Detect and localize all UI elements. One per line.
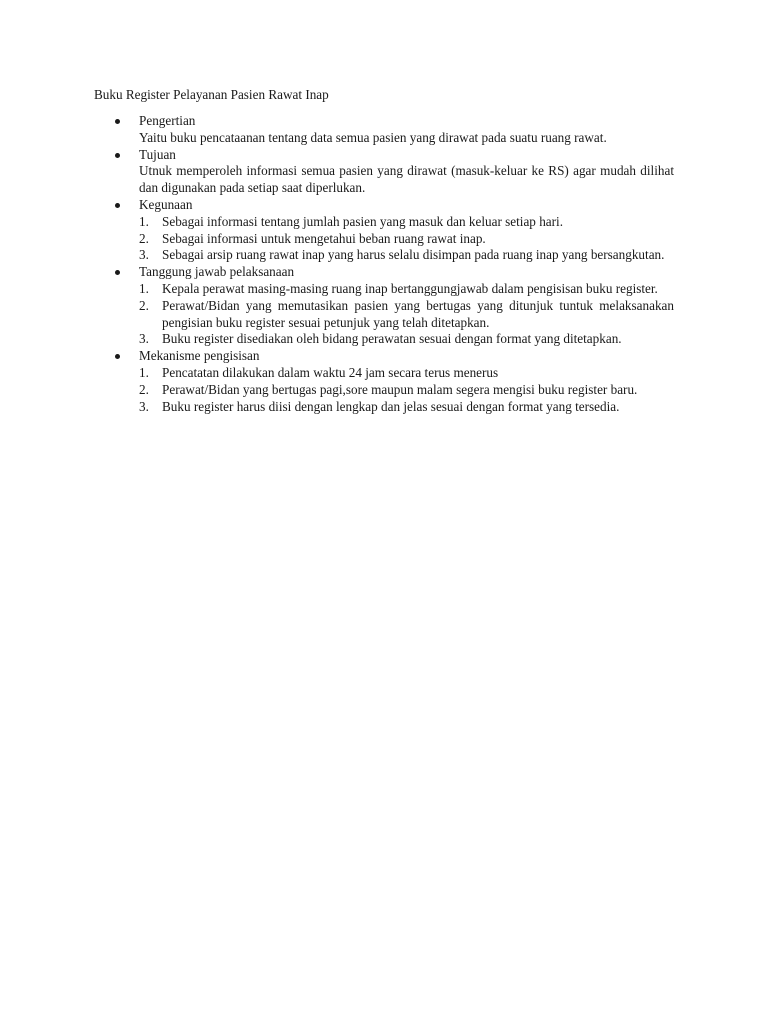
numbered-list bbox=[139, 281, 674, 348]
bullet-icon bbox=[115, 119, 120, 124]
bullet-icon bbox=[115, 153, 120, 158]
section-tujuan bbox=[94, 147, 674, 197]
list-item-number: 2. bbox=[139, 381, 149, 397]
bullet-icon bbox=[115, 203, 120, 208]
list-item-text: Sebagai informasi tentang jumlah pasien yang masuk dan keluar setiap hari. bbox=[162, 213, 564, 229]
list-item bbox=[139, 331, 674, 348]
bullet-icon bbox=[115, 354, 120, 359]
list-item-number: 3. bbox=[139, 331, 149, 347]
section-text: Yaitu buku pencataanan tentang data semua pasien yang dirawat pada suatu ruang rawat. bbox=[139, 129, 607, 145]
list-item-text: Buku register disediakan oleh bidang perawatan sesuai dengan format yang ditetapkan. bbox=[162, 331, 622, 347]
section-kegunaan bbox=[94, 197, 674, 264]
section-pengertian bbox=[94, 113, 674, 147]
document-body bbox=[94, 113, 674, 415]
list-item-number: 1. bbox=[139, 213, 149, 229]
list-item bbox=[139, 281, 674, 298]
list-item-text: Sebagai informasi untuk mengetahui beban ruang rawat inap. bbox=[162, 230, 486, 246]
section-heading: Tanggung jawab pelaksanaan bbox=[139, 264, 295, 280]
list-item-text: Kepala perawat masing-masing ruang inap bertanggungjawab dalam pengisisan buku register. bbox=[162, 280, 658, 296]
list-item-text: Perawat/Bidan yang bertugas pagi,sore maupun malam segera mengisi buku register baru. bbox=[162, 381, 638, 397]
section-heading: Pengertian bbox=[139, 113, 196, 128]
section-tanggung-jawab bbox=[94, 264, 674, 348]
section-heading: Kegunaan bbox=[139, 196, 193, 212]
section-mekanisme bbox=[94, 348, 674, 415]
list-item-number: 2. bbox=[139, 297, 149, 313]
section-text: Utnuk memperoleh informasi semua pasien yang dirawat (masuk-keluar ke RS) agar mudah dilihat dan digunakan pada setiap saat diperlukan. bbox=[139, 163, 674, 196]
list-item-number: 2. bbox=[139, 230, 149, 246]
list-item bbox=[139, 298, 674, 332]
list-item bbox=[139, 247, 674, 264]
numbered-list bbox=[139, 214, 674, 264]
list-item bbox=[139, 214, 674, 231]
list-item-number: 3. bbox=[139, 398, 149, 414]
list-item bbox=[139, 382, 674, 399]
list-item-text: Perawat/Bidan yang memutasikan pasien yang bertugas yang ditunjuk tuntuk melaksanakan pengisian buku register sesuai petunjuk yang telah ditetapkan. bbox=[162, 297, 674, 330]
list-item-text: Pencatatan dilakukan dalam waktu 24 jam secara terus menerus bbox=[162, 364, 499, 380]
section-heading: Mekanisme pengisisan bbox=[139, 348, 260, 364]
list-item-text: Buku register harus diisi dengan lengkap dan jelas sesuai dengan format yang tersedia. bbox=[162, 398, 620, 414]
list-item bbox=[139, 231, 674, 248]
numbered-list bbox=[139, 365, 674, 415]
list-item-text: Sebagai arsip ruang rawat inap yang harus selalu disimpan pada ruang inap yang bersangkutan. bbox=[162, 247, 665, 263]
list-item-number: 3. bbox=[139, 247, 149, 263]
list-item-number: 1. bbox=[139, 280, 149, 296]
list-item bbox=[139, 399, 674, 416]
section-heading: Tujuan bbox=[139, 146, 176, 162]
bullet-icon bbox=[115, 270, 120, 275]
list-item bbox=[139, 365, 674, 382]
list-item-number: 1. bbox=[139, 364, 149, 380]
document-title: Buku Register Pelayanan Pasien Rawat Inap bbox=[94, 87, 329, 102]
